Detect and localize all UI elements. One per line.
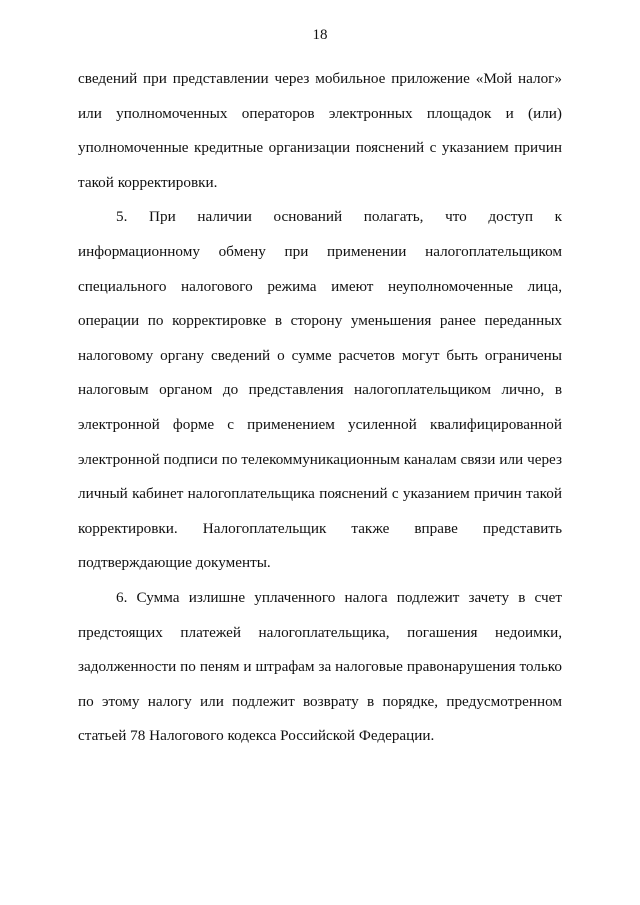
page-number: 18 — [312, 27, 328, 43]
paragraph-item-6: 6. Сумма излишне уплаченного налога подлежит зачету в счет предстоящих платежей налогоплательщика, погашения недоимки, задолженности по пеням и штрафам за налоговые правонарушения только по этому налогу или подлежит возврату в порядке, предусмотренном статьей 78 Налогового кодекса Российской Федерации. — [78, 588, 562, 745]
paragraph-item-5: 5. При наличии оснований полагать, что доступ к информационному обмену при применении налогоплательщиком специального налогового режима имеют неуполномоченные лица, операции по корректировке в сторону уменьшения ранее переданных налоговому органу сведений о сумме расчетов могут быть ограничены налоговым органом до представления налогоплательщиком лично, в электронной форме с применением усиленной квалифицированной электронной подписи по телекоммуникационным каналам связи или через личный кабинет налогоплательщика пояснений с указанием причин такой корректировки. Налогоплательщик также вправе представить подтверждающие документы. — [78, 208, 562, 572]
document-body — [78, 62, 562, 754]
paragraph-continuation: сведений при представлении через мобильное приложение «Мой налог» или уполномоченных операторов электронных площадок и (или) уполномоченные кредитные организации пояснений с указанием причин такой корректировки. — [78, 70, 562, 191]
